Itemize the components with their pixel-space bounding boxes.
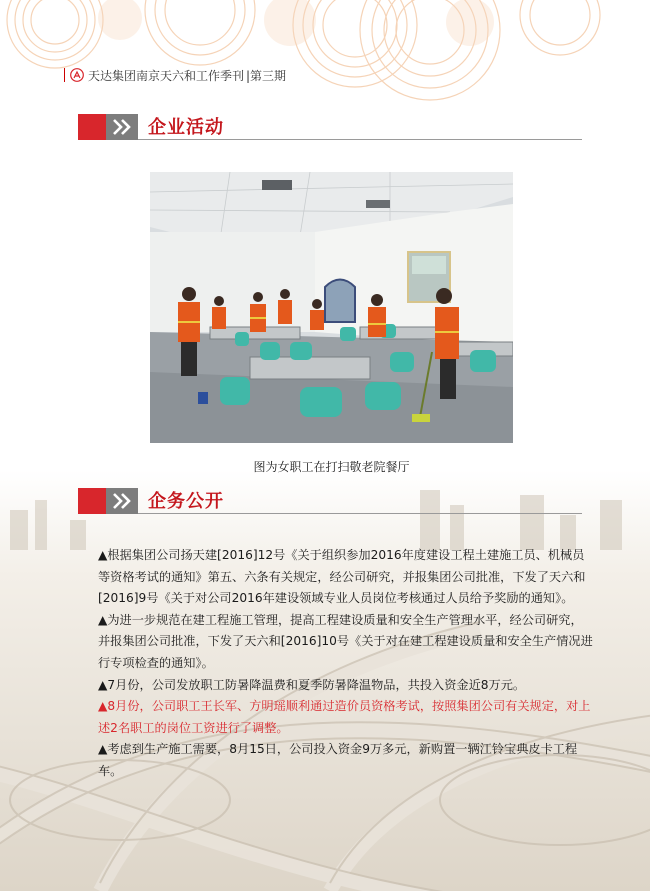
section-title: 企务公开 [148, 491, 224, 512]
heading-red-block [78, 114, 106, 140]
section-heading-affairs [78, 488, 582, 516]
section-title: 企业活动 [148, 117, 224, 138]
decorative-circles [0, 0, 650, 120]
photo-caption: 图为女职工在打扫敬老院餐厅 [253, 460, 410, 474]
paragraph: ▲根据集团公司扬天建[2016]12号《关于组织参加2016年度建设工程土建施工员、机械员等资格考试的通知》第五、六条有关规定，经公司研究，并报集团公司批准，下发了天六和[2016]9号《关于对公司2016年建设领域专业人员岗位考核通过人员给予奖励的通知》。 [98, 548, 586, 606]
double-chevron-icon [108, 114, 136, 140]
paragraph: ▲考虑到生产施工需要，8月15日，公司投入资金9万多元，新购置一辆江铃宝典皮卡工程车。 [98, 742, 578, 778]
affairs-body [98, 545, 594, 783]
paragraph: ▲7月份，公司发放职工防暑降温费和夏季防暑降温物品，共投入资金近8万元。 [98, 677, 526, 692]
canteen-cleaning-photo [150, 172, 513, 443]
heading-rule [138, 513, 582, 514]
highlighted-paragraph: ▲8月份，公司职工王长军、方明瑶顺利通过造价员资格考试，按照集团公司有关规定，对上述2名职工的岗位工资进行了调整。 [98, 699, 591, 735]
paragraph: ▲为进一步规范在建工程施工管理，提高工程建设质量和安全生产管理水平，经公司研究，并报集团公司批准，下发了天六和[2016]10号《关于对在建工程建设质量和安全生产情况进行专项检查的通知》。 [98, 612, 593, 670]
section-heading-activities [78, 114, 582, 142]
company-logo-icon [70, 68, 84, 82]
heading-rule [138, 139, 582, 140]
publication-title: 天达集团南京天六和工作季刊 [88, 68, 245, 83]
double-chevron-icon [108, 488, 136, 514]
heading-red-block [78, 488, 106, 514]
header-divider [64, 68, 65, 82]
issue-number: |第三期 [246, 68, 287, 83]
running-header [64, 66, 286, 84]
